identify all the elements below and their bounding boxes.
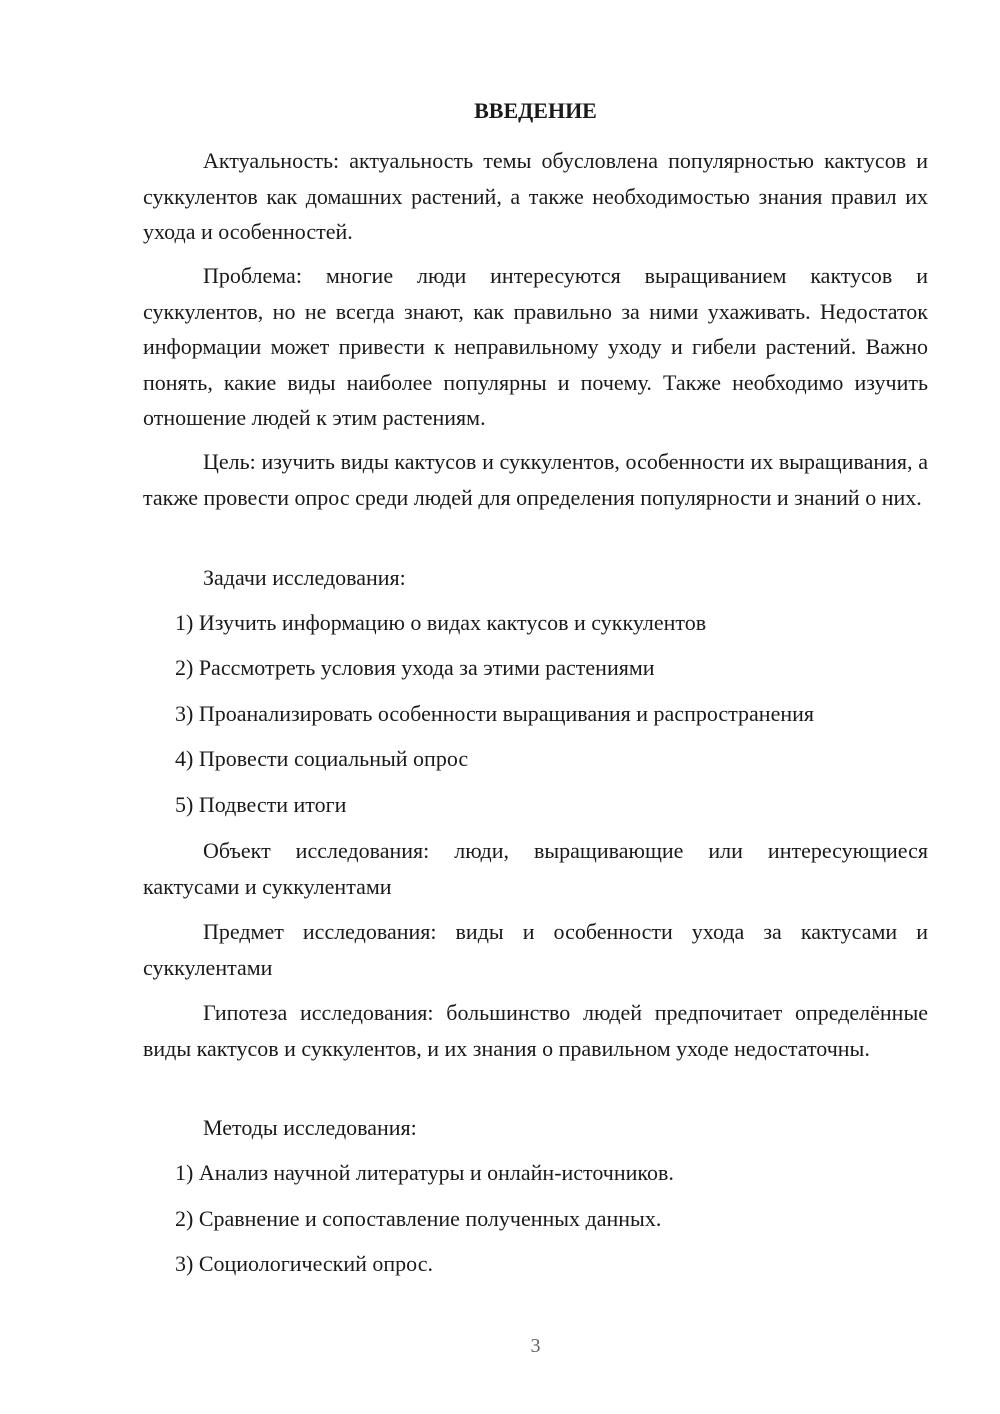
task-item: 2) Рассмотреть условия ухода за этими растениями [175,655,655,680]
method-item: 2) Сравнение и сопоставление полученных данных. [175,1206,662,1231]
relevance-paragraph: Актуальность: актуальность темы обусловлена популярностью кактусов и суккулентов как домашних растений, а также необходимостью знания правил их ухода и особенностей. [143,148,928,244]
subject-paragraph: Предмет исследования: виды и особенности ухода за кактусами и суккулентами [143,919,928,980]
object-paragraph: Объект исследования: люди, выращивающие или интересующиеся кактусами и суккулентами [143,838,928,899]
task-item: 4) Провести социальный опрос [175,746,469,771]
hypothesis-paragraph: Гипотеза исследования: большинство людей предпочитает определённые виды кактусов и суккулентов, и их знания о правильном уходе недостаточны. [143,1000,928,1061]
problem-paragraph: Проблема: многие люди интересуются выращиванием кактусов и суккулентов, но не всегда знают, как правильно за ними ухаживать. Недостаток информации может привести к неправильному уходу и гибели растений. Важно понять, какие виды наиболее популярны и почему. Также необходимо изучить отношение людей к этим растениям. [143,263,928,430]
methods-heading: Методы исследования: [203,1115,417,1140]
task-item: 3) Проанализировать особенности выращивания и распространения [175,701,815,726]
goal-paragraph: Цель: изучить виды кактусов и суккулентов, особенности их выращивания, а также провести опрос среди людей для определения популярности и знаний о них. [143,449,928,510]
task-item: 5) Подвести итоги [175,792,347,817]
tasks-heading: Задачи исследования: [203,565,406,590]
page-number: 3 [530,1335,541,1357]
page-title: ВВЕДЕНИЕ [474,98,597,123]
task-item: 1) Изучить информацию о видах кактусов и суккулентов [175,610,707,635]
method-item: 1) Анализ научной литературы и онлайн-источников. [175,1160,674,1185]
method-item: 3) Социологический опрос. [175,1251,433,1276]
